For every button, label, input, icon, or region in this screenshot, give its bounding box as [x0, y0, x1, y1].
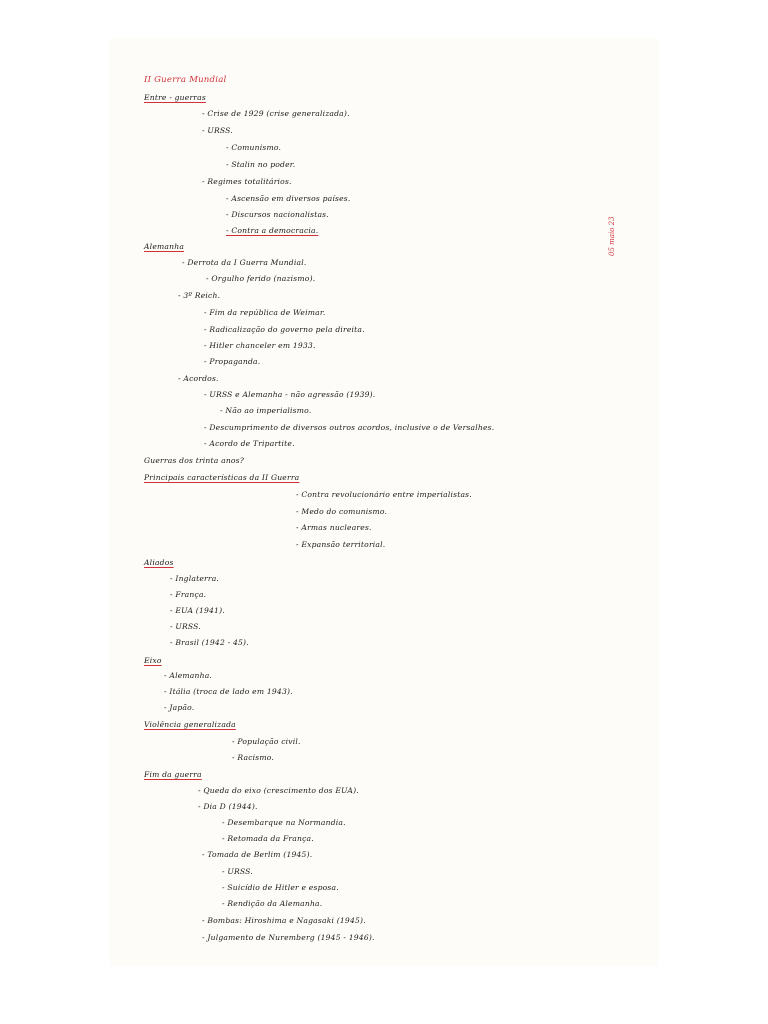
section-heading: Eixo [144, 656, 162, 665]
note-line: - Stalin no poder. [226, 160, 296, 169]
section-heading: Entre - guerras [144, 93, 206, 102]
note-line: - Contra revolucionário entre imperialistas. [296, 490, 472, 499]
note-question: Guerras dos trinta anos? [144, 456, 245, 465]
section-heading: Alemanha [144, 242, 185, 251]
note-line: - Ascensão em diversos países. [226, 194, 351, 203]
note-line: - Hitler chanceler em 1933. [204, 341, 316, 350]
section-heading: Principais características da II Guerra [144, 473, 300, 482]
note-line: - Desembarque na Normandia. [222, 818, 346, 827]
note-line: - Tomada de Berlim (1945). [202, 850, 313, 859]
note-line: - França. [170, 590, 207, 599]
note-line: - Julgamento de Nuremberg (1945 - 1946). [202, 933, 375, 942]
note-line: - Armas nucleares. [296, 523, 372, 532]
note-line: - Acordo de Tripartite. [204, 439, 295, 448]
note-line: - Orgulho ferido (nazismo). [206, 274, 316, 283]
note-line: - Alemanha. [164, 671, 213, 680]
note-line: - Propaganda. [204, 357, 261, 366]
note-line: - Derrota da I Guerra Mundial. [182, 258, 307, 267]
note-line: - URSS. [202, 126, 233, 135]
note-line: - Suicídio de Hitler e esposa. [222, 883, 339, 892]
note-line: - Discursos nacionalistas. [226, 210, 329, 219]
page-title: II Guerra Mundial [144, 75, 227, 85]
section-heading: Aliados [144, 558, 174, 567]
note-line: - Bombas: Hiroshima e Nagasaki (1945). [202, 916, 366, 925]
note-line: - Comunismo. [226, 143, 282, 152]
section-heading: Fim da guerra [144, 770, 202, 779]
note-line: - Expansão territorial. [296, 540, 386, 549]
note-line: - Retomada da França. [222, 834, 314, 843]
note-line: - URSS e Alemanha - não agressão (1939). [204, 390, 376, 399]
note-line: - URSS. [222, 867, 253, 876]
section-heading: Violência generalizada [144, 720, 236, 729]
note-line: - População civil. [232, 737, 301, 746]
note-line: - Crise de 1929 (crise generalizada). [202, 109, 350, 118]
note-line: - Dia D (1944). [198, 802, 258, 811]
note-line: - Itália (troca de lado em 1943). [164, 687, 293, 696]
note-line: - Regimes totalitários. [202, 177, 292, 186]
note-line: - Fim da república de Weimar. [204, 308, 326, 317]
date-annotation: 05 maio 23 [608, 216, 616, 256]
note-line: - URSS. [170, 622, 201, 631]
note-line: - 3º Reich. [178, 291, 221, 300]
note-line: - Acordos. [178, 374, 219, 383]
note-line: - Não ao imperialismo. [220, 406, 312, 415]
note-line: - Racismo. [232, 753, 275, 762]
notebook-page [110, 38, 658, 966]
note-line: - Inglaterra. [170, 574, 220, 583]
note-line: - Japão. [164, 703, 195, 712]
note-line: - Queda do eixo (crescimento dos EUA). [198, 786, 359, 795]
note-line: - Medo do comunismo. [296, 507, 388, 516]
note-line: - EUA (1941). [170, 606, 225, 615]
note-line: - Contra a democracia. [226, 226, 319, 235]
note-line: - Brasil (1942 - 45). [170, 638, 249, 647]
note-line: - Descumprimento de diversos outros acordos, inclusive o de Versalhes. [204, 423, 495, 432]
note-line: - Rendição da Alemanha. [222, 899, 323, 908]
note-line: - Radicalização do governo pela direita. [204, 325, 365, 334]
